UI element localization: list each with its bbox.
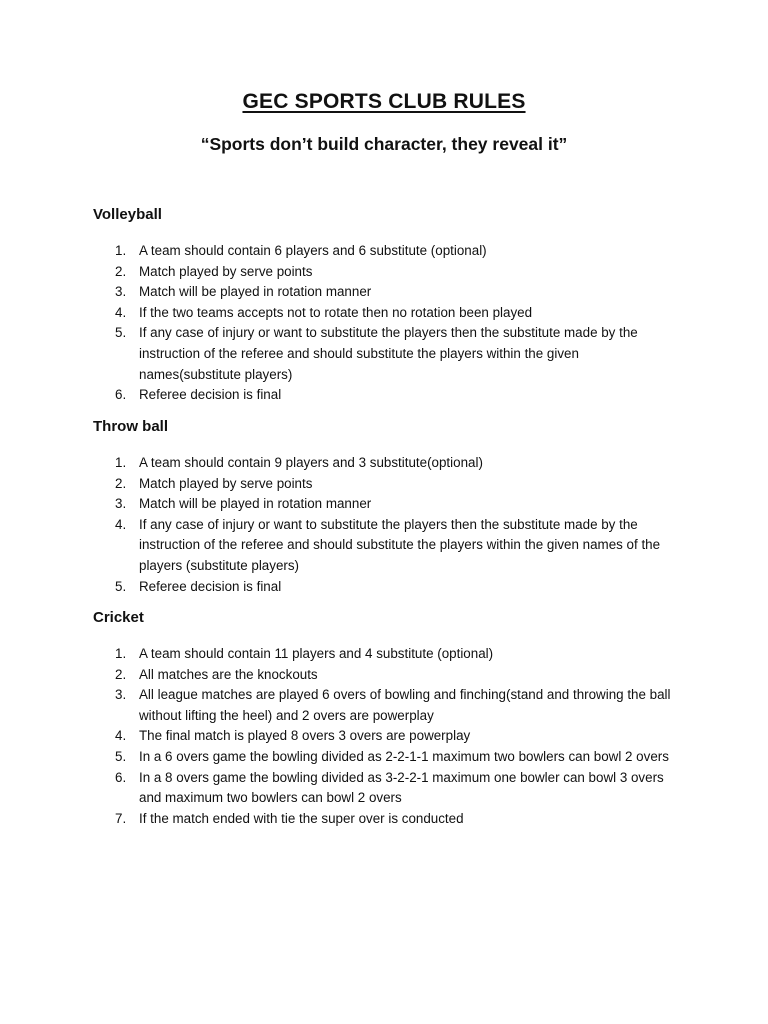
rule-text: All league matches are played 6 overs of bowling and finching(stand and throwing the ball without lifting the heel) and 2 overs are powerplay	[139, 687, 671, 723]
rule-number: 1.	[115, 243, 127, 258]
list-item	[93, 685, 673, 726]
rule-list-throwball	[93, 453, 693, 597]
rule-number: 1.	[115, 646, 127, 661]
list-item	[93, 515, 673, 577]
rule-number: 6.	[115, 387, 127, 403]
rule-number: 6.	[115, 769, 127, 785]
page-quote: “Sports don’t build character, they reveal it”	[200, 134, 568, 154]
rule-text: The final match is played 8 overs 3 overs are powerplay	[139, 728, 471, 744]
section-volleyball	[93, 205, 693, 406]
rule-text: Match played by serve points	[139, 475, 313, 491]
list-item	[93, 385, 673, 406]
list-item	[93, 577, 673, 598]
rule-number: 2.	[115, 666, 127, 682]
rule-number: 5.	[115, 578, 127, 594]
rule-number: 3.	[115, 284, 127, 300]
rule-text: If the match ended with tie the super over is conducted	[139, 810, 464, 826]
list-item	[93, 453, 673, 474]
section-heading-volleyball: Volleyball	[93, 206, 162, 223]
rule-text: A team should contain 6 players and 6 substitute (optional)	[139, 243, 487, 258]
rule-number: 1.	[115, 455, 127, 470]
rule-number: 5.	[115, 325, 127, 341]
rule-text: Match played by serve points	[139, 263, 313, 279]
rule-number: 2.	[115, 475, 127, 491]
rule-text: All matches are the knockouts	[139, 666, 318, 682]
section-cricket	[93, 608, 693, 829]
list-item	[93, 303, 673, 324]
rule-list-volleyball	[93, 241, 693, 406]
list-item	[93, 282, 673, 303]
list-item	[93, 665, 673, 686]
rule-number: 4.	[115, 728, 127, 744]
rule-number: 4.	[115, 304, 127, 320]
rule-text: Match will be played in rotation manner	[139, 496, 372, 512]
list-item	[93, 474, 673, 495]
section-heading-throwball: Throw ball	[93, 418, 168, 435]
rule-text: Match will be played in rotation manner	[139, 284, 372, 300]
list-item	[93, 323, 673, 385]
rule-text: A team should contain 11 players and 4 substitute (optional)	[139, 646, 494, 661]
section-throwball	[93, 417, 693, 597]
section-heading-cricket: Cricket	[93, 609, 144, 626]
rule-text: If any case of injury or want to substitute the players then the substitute made by the instruction of the referee and should substitute the players within the given names(substitute players)	[139, 325, 638, 382]
list-item	[93, 809, 673, 830]
list-item	[93, 747, 673, 768]
rule-number: 3.	[115, 496, 127, 512]
rule-text: If any case of injury or want to substitute the players then the substitute made by the instruction of the referee and should substitute the players within the given names of the players (substitute players)	[139, 516, 661, 573]
rule-text: Referee decision is final	[139, 387, 282, 403]
list-item	[93, 726, 673, 747]
rule-text: If the two teams accepts not to rotate then no rotation been played	[139, 304, 533, 320]
rule-number: 3.	[115, 687, 127, 703]
list-item	[93, 494, 673, 515]
list-item	[93, 768, 673, 809]
list-item	[93, 241, 673, 262]
rule-text: In a 6 overs game the bowling divided as 2-2-1-1 maximum two bowlers can bowl 2 overs	[139, 748, 669, 764]
rule-number: 5.	[115, 748, 127, 764]
page-title: GEC SPORTS CLUB RULES	[242, 90, 526, 113]
rule-number: 4.	[115, 516, 127, 532]
list-item	[93, 644, 673, 665]
rule-number: 2.	[115, 263, 127, 279]
rule-text: Referee decision is final	[139, 578, 282, 594]
rule-list-cricket	[93, 644, 693, 829]
rule-text: A team should contain 9 players and 3 substitute(optional)	[139, 455, 483, 470]
rule-text: In a 8 overs game the bowling divided as 3-2-2-1 maximum one bowler can bowl 3 overs and maximum two bowlers can bowl 2 overs	[139, 769, 664, 806]
list-item	[93, 262, 673, 283]
rule-number: 7.	[115, 810, 127, 826]
